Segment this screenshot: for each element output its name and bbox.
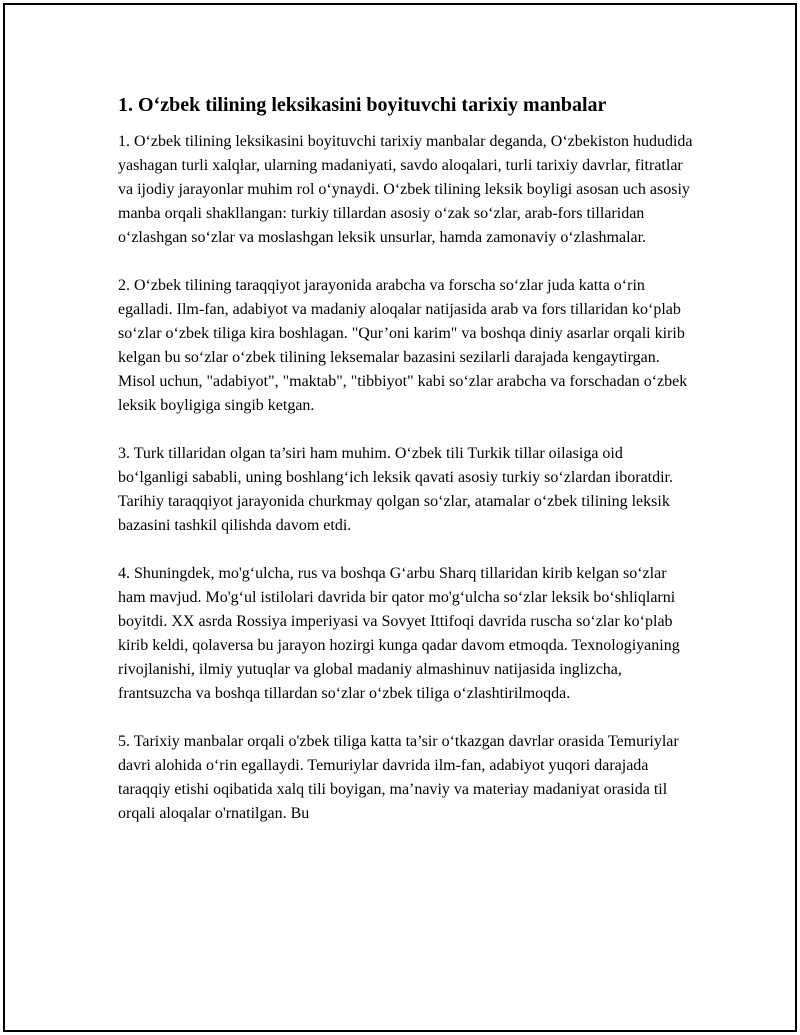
document-title: 1. O‘zbek tilining leksikasini boyituvchi tarixiy manbalar xyxy=(118,94,607,116)
paragraph-1: 1. O‘zbek tilining leksikasini boyituvchi tarixiy manbalar deganda, O‘zbekiston hududida yashagan turli xalqlar, ularning madaniyati, savdo aloqalari, turli tarixiy davrlar, fitratlar va ijodiy jarayonlar muhim rol o‘ynaydi. O‘zbek tilining leksik boyligi asosan uch asosiy manba orqali shakllangan: turkiy tillardan asosiy o‘zak so‘zlar, arab-fors tillaridan o‘zlashgan so‘zlar va moslashgan leksik unsurlar, hamda zamonaviy o‘zlashmalar. xyxy=(118,133,693,246)
paragraph-4: 4. Shuningdek, mo'g‘ulcha, rus va boshqa G‘arbu Sharq tillaridan kirib kelgan so‘zlar ham mavjud. Mo'g‘ul istilolari davrida bir qator mo'g‘ulcha so‘zlar leksik bo‘shliqlarni boyitdi. XX asrda Rossiya imperiyasi va Sovyet Ittifoqi davrida ruscha so‘zlar ko‘plab kirib keldi, qolaversa bu jarayon hozirgi kunga qadar davom etmoqda. Texnologiyaning rivojlanishi, ilmiy yutuqlar va global madaniy almashinuv natijasida inglizcha, frantsuzcha va boshqa tillardan so‘zlar o‘zbek tiliga o‘zlashtirilmoqda. xyxy=(118,565,680,702)
document-body xyxy=(118,92,693,826)
paragraph-5: 5. Tarixiy manbalar orqali o'zbek tiliga katta ta’sir o‘tkazgan davrlar orasida Temuriylar davri alohida o‘rin egallaydi. Temuriylar davrida ilm-fan, adabiyot yuqori darajada taraqqiy etishi oqibatida xalq tili boyigan, ma’naviy va materiay madaniyat orasida til orqali aloqalar o'rnatilgan. Bu xyxy=(118,733,679,822)
paragraph-3: 3. Turk tillaridan olgan ta’siri ham muhim. O‘zbek tili Turkik tillar oilasiga oid bo‘lganligi sababli, uning boshlang‘ich leksik qavati asosiy turkiy so‘zlardan iboratdir. Tarihiy taraqqiyot jarayonida churkmay qolgan so‘zlar, atamalar o‘zbek tilining leksik bazasini tashkil qilishda davom etdi. xyxy=(118,445,673,534)
paragraph-2: 2. O‘zbek tilining taraqqiyot jarayonida arabcha va forscha so‘zlar juda katta o‘rin egalladi. Ilm-fan, adabiyot va madaniy aloqalar natijasida arab va fors tillaridan ko‘plab so‘zlar o‘zbek tiliga kira boshlagan. "Qur’oni karim" va boshqa diniy asarlar orqali kirib kelgan bu so‘zlar o‘zbek tilining leksemalar bazasini sezilarli darajada kengaytirgan. Misol uchun, "adabiyot", "maktab", "tibbiyot" kabi so‘zlar arabcha va forschadan o‘zbek leksik boyligiga singib ketgan. xyxy=(118,277,688,414)
